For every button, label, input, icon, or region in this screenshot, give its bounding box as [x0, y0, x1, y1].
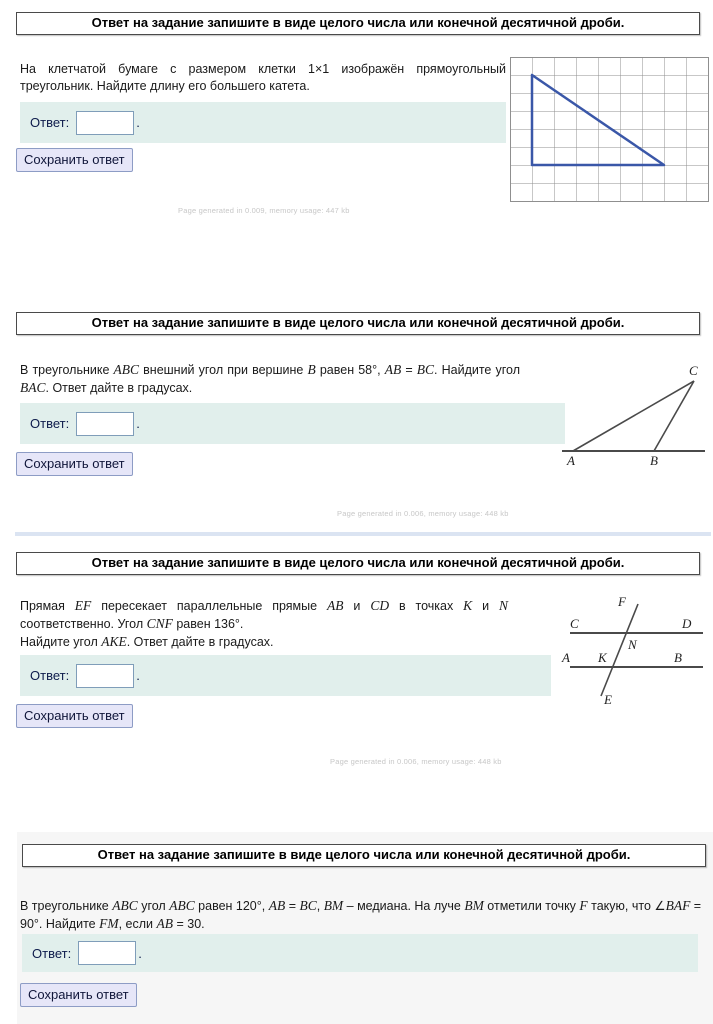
- answer-period: .: [136, 668, 140, 683]
- answer-input[interactable]: [76, 664, 134, 688]
- problem-text: На клетчатой бумаге с размером клетки 1×1 изображён прямоугольный треугольник. Найдите длину его большего катета.: [20, 62, 506, 93]
- page-generated-note: Page generated in 0.006, memory usage: 448 kb: [337, 509, 509, 518]
- problem-text: В треугольнике ABC угол ABC равен 120°, AB = BC, BM – медиана. На луче BM отметили точку F такую, что ∠BAF = 90°. Найдите FM, если AB = 30.: [20, 898, 702, 932]
- answer-label: Ответ:: [30, 115, 70, 130]
- page-generated-note: Page generated in 0.009, memory usage: 447 kb: [178, 206, 350, 215]
- vertex-a-label: A: [567, 453, 575, 468]
- point-e-label: E: [604, 692, 612, 706]
- problem-text-line2: Найдите угол AKE. Ответ дайте в градусах.: [20, 634, 274, 650]
- point-a-label: A: [562, 650, 570, 665]
- answer-row: [22, 934, 698, 972]
- point-f-label: F: [618, 594, 626, 609]
- figure-triangle-abc: [558, 362, 708, 468]
- section-separator: [15, 532, 711, 536]
- answer-input[interactable]: [78, 941, 136, 965]
- answer-period: .: [138, 945, 142, 961]
- problem-section-4-content: [0, 832, 713, 1024]
- answer-row: [20, 102, 506, 143]
- instruction-banner: Ответ на задание запишите в виде целого числа или конечной десятичной дроби.: [22, 844, 706, 867]
- save-answer-button[interactable]: Сохранить ответ: [16, 452, 133, 476]
- problem-section-1: [0, 0, 713, 300]
- answer-label: Ответ:: [30, 668, 70, 683]
- answer-input[interactable]: [76, 412, 134, 436]
- point-n-label: N: [628, 637, 637, 652]
- save-answer-button[interactable]: Сохранить ответ: [16, 148, 133, 172]
- vertex-c-label: C: [689, 363, 698, 378]
- answer-input[interactable]: [76, 111, 134, 135]
- answer-period: .: [136, 416, 140, 431]
- answer-row: [20, 655, 551, 696]
- save-answer-button[interactable]: Сохранить ответ: [20, 983, 137, 1007]
- problem-text: В треугольнике ABC внешний угол при вершине B равен 58°, AB = BC. Найдите угол BAC. Ответ дайте в градусах.: [20, 362, 520, 396]
- point-k-label: K: [598, 650, 607, 665]
- problem-text: Прямая EF пересекает параллельные прямые AB и CD в точках K и N соответственно. Угол CNF равен 136°.: [20, 598, 509, 632]
- figure-grid-triangle: [510, 57, 709, 203]
- point-c-label: C: [570, 616, 579, 631]
- answer-row: [20, 403, 565, 444]
- instruction-banner: Ответ на задание запишите в виде целого числа или конечной десятичной дроби.: [16, 552, 700, 575]
- instruction-banner: Ответ на задание запишите в виде целого числа или конечной десятичной дроби.: [16, 312, 700, 335]
- answer-label: Ответ:: [30, 416, 70, 431]
- page-generated-note: Page generated in 0.006, memory usage: 448 kb: [330, 757, 502, 766]
- problem-section-3: [0, 540, 713, 790]
- problem-section-2: [0, 300, 713, 530]
- point-b-label: B: [674, 650, 682, 665]
- answer-period: .: [136, 115, 140, 130]
- save-answer-button[interactable]: Сохранить ответ: [16, 704, 133, 728]
- vertex-b-label: B: [650, 453, 658, 468]
- figure-parallel-lines: [556, 592, 708, 706]
- point-d-label: D: [682, 616, 692, 631]
- answer-label: Ответ:: [32, 945, 72, 961]
- instruction-banner: Ответ на задание запишите в виде целого числа или конечной десятичной дроби.: [16, 12, 700, 35]
